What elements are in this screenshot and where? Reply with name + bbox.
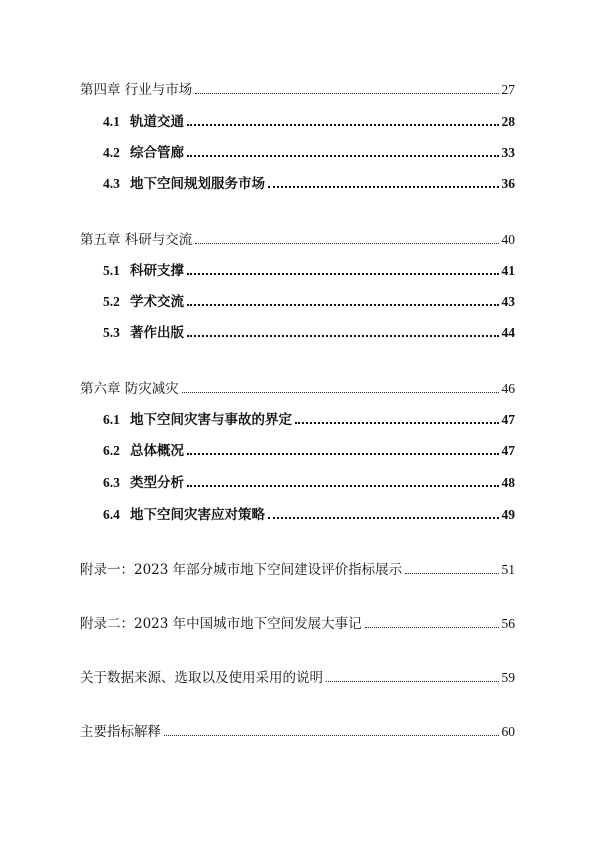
toc-entry-number: 4.3 bbox=[103, 176, 120, 191]
toc-entry-number: 5.2 bbox=[103, 294, 120, 309]
toc-entry-number: 6.2 bbox=[103, 443, 120, 458]
toc-entry-title: 著作出版 bbox=[130, 325, 184, 341]
toc-entry-page: 47 bbox=[501, 412, 515, 427]
dot-leader bbox=[187, 485, 499, 487]
toc-entry-number: 4.1 bbox=[103, 114, 120, 129]
toc-entry-section-5-3[interactable] bbox=[103, 323, 515, 341]
toc-entry-title: 类型分析 bbox=[130, 475, 184, 491]
toc-entry-page: 47 bbox=[501, 443, 515, 458]
toc-entry-title: 附录一：2023 年部分城市地下空间建设评价指标展示 bbox=[80, 562, 403, 578]
toc-entry-title: 主要指标解释 bbox=[80, 724, 161, 740]
dot-leader bbox=[195, 93, 498, 94]
toc-entry-title: 地下空间灾害与事故的界定 bbox=[130, 412, 292, 428]
toc-entry-page: 33 bbox=[501, 145, 515, 160]
dot-leader bbox=[268, 186, 499, 188]
toc-entry-number: 4.2 bbox=[103, 145, 120, 160]
toc-entry-page: 27 bbox=[501, 82, 515, 97]
dot-leader bbox=[195, 243, 498, 244]
toc-entry-page: 43 bbox=[501, 294, 515, 309]
toc-entry-section-6-3[interactable] bbox=[103, 473, 515, 491]
dot-leader bbox=[187, 124, 499, 126]
toc-entry-section-6-2[interactable] bbox=[103, 441, 515, 459]
toc-entry-appendix-2[interactable] bbox=[80, 614, 515, 632]
toc-entry-page: 59 bbox=[501, 670, 515, 685]
toc-entry-title: 轨道交通 bbox=[130, 114, 184, 130]
toc-entry-number: 5.1 bbox=[103, 263, 120, 278]
toc-entry-title: 附录二：2023 年中国城市地下空间发展大事记 bbox=[80, 616, 362, 632]
dot-leader bbox=[187, 273, 499, 275]
toc-entry-title: 第四章 行业与市场 bbox=[80, 82, 193, 98]
toc-entry-page: 28 bbox=[501, 114, 515, 129]
dot-leader bbox=[295, 422, 499, 424]
dot-leader bbox=[164, 735, 499, 736]
toc-entry-page: 44 bbox=[501, 325, 515, 340]
toc-entry-section-6-4[interactable] bbox=[103, 505, 515, 523]
dot-leader bbox=[187, 304, 499, 306]
toc-entry-page: 49 bbox=[501, 507, 515, 522]
dot-leader bbox=[182, 392, 499, 393]
dot-leader bbox=[187, 155, 499, 157]
toc-entry-number: 6.1 bbox=[103, 412, 120, 427]
toc-entry-page: 40 bbox=[501, 232, 515, 247]
toc-entry-page: 60 bbox=[501, 724, 515, 739]
toc-entry-page: 46 bbox=[501, 381, 515, 396]
toc-entry-section-4-3[interactable] bbox=[103, 174, 515, 192]
toc-entry-data-sources-note[interactable] bbox=[80, 668, 515, 686]
toc-entry-title: 第六章 防灾减灾 bbox=[80, 381, 179, 397]
toc-entry-section-4-1[interactable] bbox=[103, 112, 515, 130]
toc-entry-appendix-1[interactable] bbox=[80, 560, 515, 578]
toc-entry-title: 地下空间规划服务市场 bbox=[130, 176, 265, 192]
toc-entry-title: 学术交流 bbox=[130, 294, 184, 310]
toc-entry-number: 6.3 bbox=[103, 475, 120, 490]
toc-entry-title: 第五章 科研与交流 bbox=[80, 232, 193, 248]
toc-entry-number: 6.4 bbox=[103, 507, 120, 522]
toc-entry-page: 51 bbox=[501, 562, 515, 577]
toc-entry-title: 综合管廊 bbox=[130, 145, 184, 161]
toc-entry-title: 关于数据来源、选取以及使用采用的说明 bbox=[80, 670, 323, 686]
dot-leader bbox=[268, 517, 499, 519]
dot-leader bbox=[326, 681, 499, 682]
toc-entry-section-5-2[interactable] bbox=[103, 292, 515, 310]
dot-leader bbox=[187, 453, 499, 455]
toc-entry-number: 5.3 bbox=[103, 325, 120, 340]
dot-leader bbox=[187, 335, 499, 337]
toc-entry-page: 36 bbox=[501, 176, 515, 191]
dot-leader bbox=[405, 573, 498, 574]
dot-leader bbox=[365, 627, 499, 628]
toc-entry-page: 48 bbox=[501, 475, 515, 490]
toc-entry-chapter-5[interactable] bbox=[80, 230, 515, 248]
toc-entry-chapter-6[interactable] bbox=[80, 379, 515, 397]
toc-entry-section-5-1[interactable] bbox=[103, 261, 515, 279]
toc-entry-page: 41 bbox=[501, 263, 515, 278]
toc-entry-title: 科研支撑 bbox=[130, 263, 184, 279]
toc-entry-section-4-2[interactable] bbox=[103, 143, 515, 161]
toc-entry-page: 56 bbox=[501, 616, 515, 631]
toc-entry-title: 总体概况 bbox=[130, 443, 184, 459]
toc-entry-indicator-definitions[interactable] bbox=[80, 722, 515, 740]
toc-entry-title: 地下空间灾害应对策略 bbox=[130, 507, 265, 523]
toc-entry-section-6-1[interactable] bbox=[103, 410, 515, 428]
toc-entry-chapter-4[interactable] bbox=[80, 80, 515, 98]
